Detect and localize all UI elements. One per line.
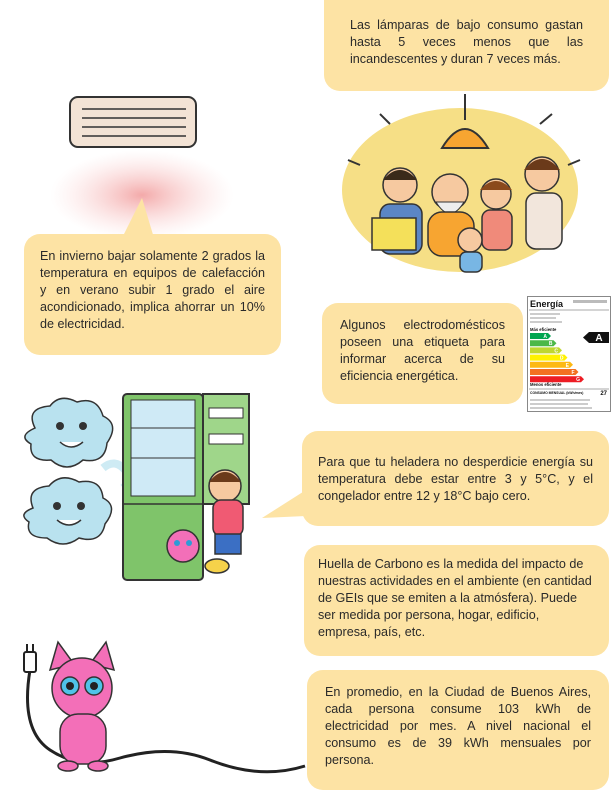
energy-label-image bbox=[527, 296, 611, 412]
class-bar-b bbox=[530, 340, 557, 346]
tip-heating-text: En invierno bajar solamente 2 grados la temperatura en equipos de calefacción y en verano subir 1 grado el aire acondicionado, implica ahorrar un 10% de electricidad. bbox=[40, 249, 265, 331]
class-letter-d: D bbox=[559, 355, 564, 362]
tip-energy-label-text: Algunos electrodomésticos poseen una etiqueta para informar acerca de su eficiencia energética. bbox=[340, 318, 505, 383]
plug bbox=[24, 652, 36, 672]
class-bar-a bbox=[530, 333, 551, 339]
energy-label-title: Energía bbox=[530, 299, 564, 309]
kid-shirt bbox=[213, 500, 243, 536]
class-letter-g: G bbox=[576, 377, 580, 384]
tip-lamps-text: Las lámparas de bajo consumo gastan hasta 5 veces menos que las incandescentes y duran 7 veces más. bbox=[350, 18, 583, 66]
consumption-label: CONSUMO MENSUAL (kWh/mes) bbox=[530, 391, 584, 395]
family-under-lamp-illustration bbox=[330, 90, 590, 280]
kid-shorts bbox=[215, 534, 241, 554]
tip-lamps bbox=[324, 0, 609, 91]
class-letter-e: E bbox=[565, 362, 569, 369]
tip-fridge bbox=[302, 431, 609, 526]
tip-consumption-text: En promedio, en la Ciudad de Buenos Aires, cada persona consume 103 kWh de electricidad por mes. A nivel nacional el consumo es de 39 kWh mensuales por persona. bbox=[325, 685, 591, 767]
tip-heating-pointer bbox=[118, 198, 158, 238]
class-letter-c: C bbox=[554, 348, 558, 355]
fridge-illustration bbox=[5, 388, 275, 588]
fridge-interior bbox=[131, 400, 195, 496]
cold-cloud-bottom bbox=[24, 478, 112, 544]
cold-cloud-top bbox=[25, 398, 113, 467]
woman-body bbox=[526, 193, 562, 249]
class-letter-f: F bbox=[571, 370, 575, 376]
cat-body bbox=[60, 714, 106, 764]
book bbox=[372, 218, 416, 250]
less-efficient-text: Menos eficiente bbox=[530, 382, 562, 387]
boy-head bbox=[458, 228, 482, 252]
class-letter-a: A bbox=[543, 334, 547, 340]
tip-energy-label bbox=[322, 303, 523, 404]
rating-letter: A bbox=[595, 333, 603, 344]
tip-carbon-footprint-text: Huella de Carbono es la medida del impacto de nuestras actividades en el ambiente (en cantidad de GEIs que se emiten a la atmósfera). Puede ser medida por persona, hogar, edificio, empresa, país, etc. bbox=[318, 557, 592, 639]
tip-carbon-footprint bbox=[304, 545, 609, 656]
boy-body bbox=[460, 252, 482, 272]
pink-cat bbox=[167, 530, 199, 562]
tip-heating bbox=[24, 234, 281, 355]
cat-with-plug-illustration bbox=[10, 640, 310, 790]
girl-body bbox=[482, 210, 512, 250]
more-efficient-text: Más eficiente bbox=[530, 327, 557, 332]
tip-fridge-text: Para que tu heladera no desperdicie energía su temperatura debe estar entre 3 y 5°C, y el congelador entre 12 y 18°C bajo cero. bbox=[318, 455, 593, 503]
ac-unit-body bbox=[70, 97, 196, 147]
class-letter-b: B bbox=[548, 341, 553, 348]
tip-consumption bbox=[307, 670, 609, 790]
consumption-value: 27 bbox=[600, 391, 607, 397]
tip-fridge-pointer bbox=[262, 488, 306, 524]
